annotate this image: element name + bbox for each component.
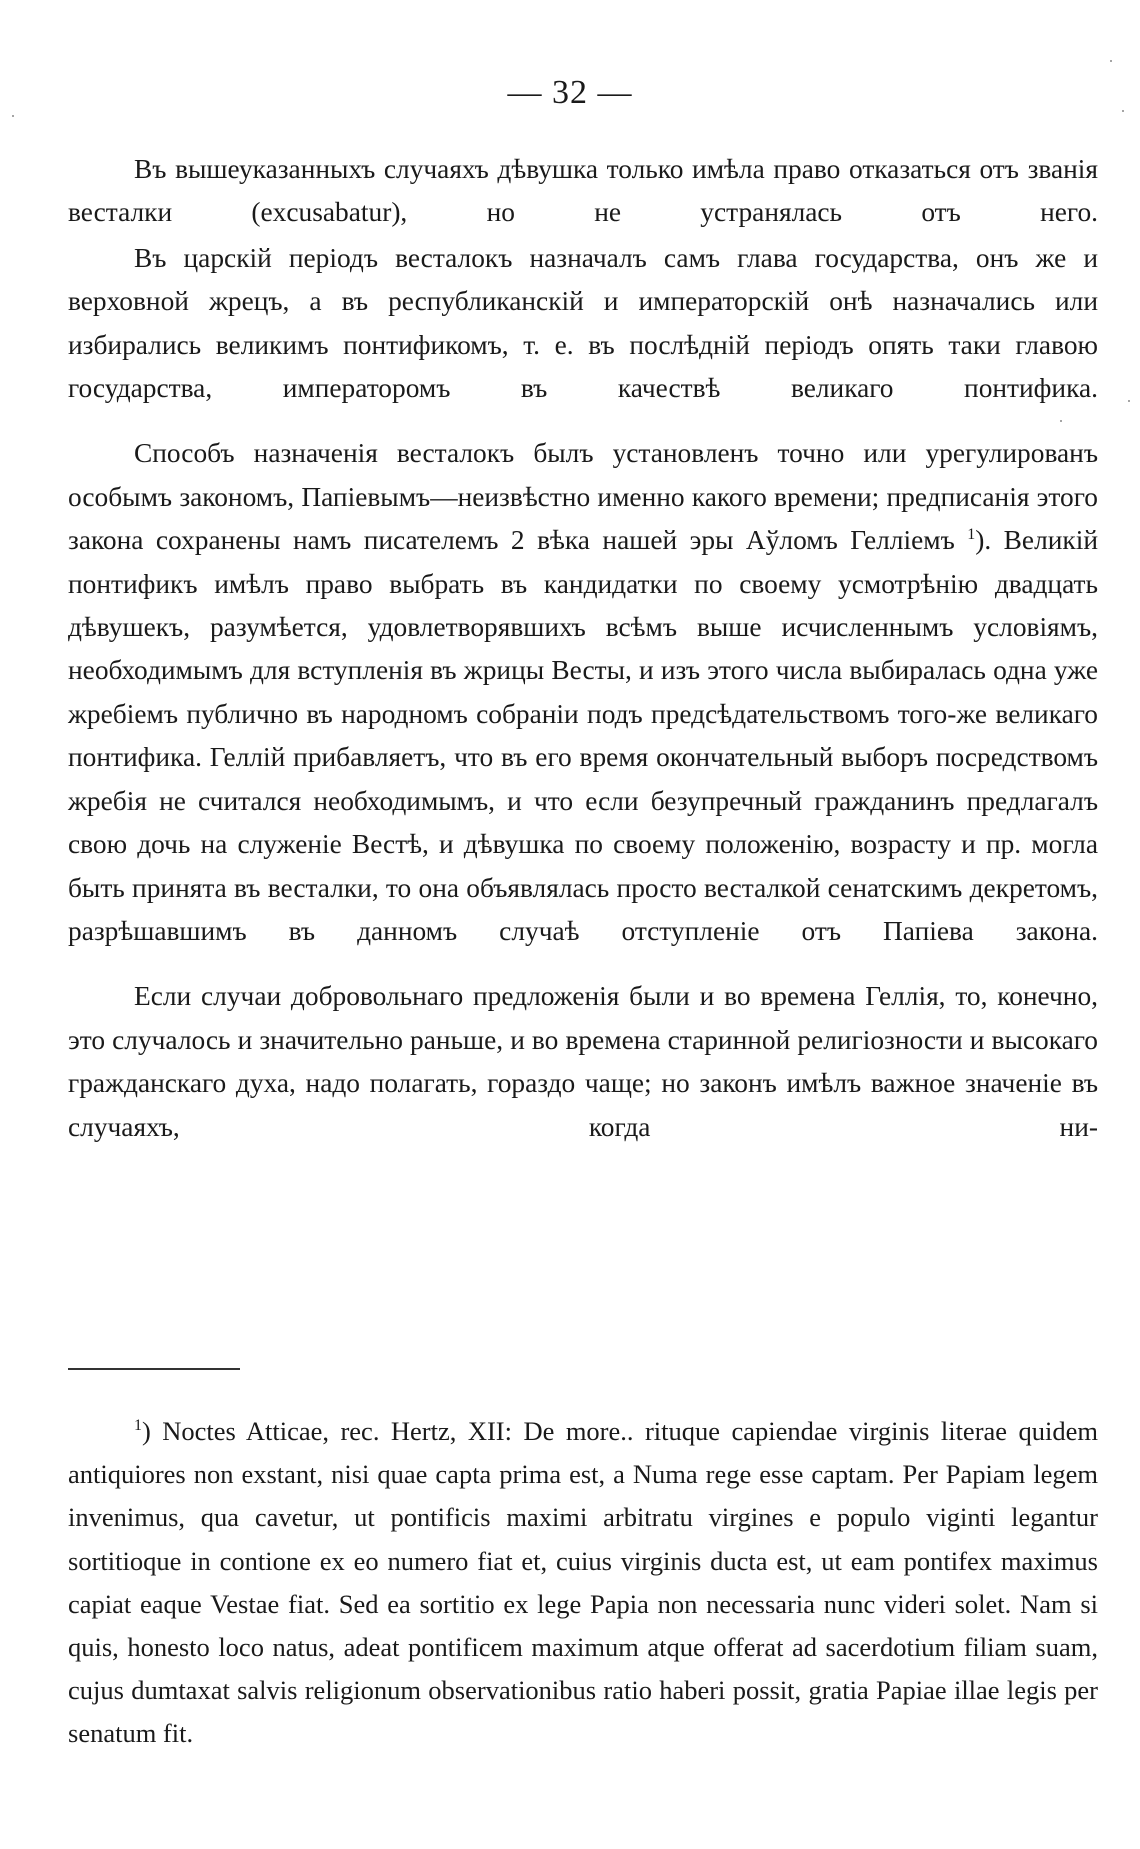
scan-speck <box>1122 110 1124 112</box>
footnote-reference[interactable]: 1 <box>967 526 976 544</box>
paragraph-3-text-b: ). Великій понтификъ имѣлъ право выбрать въ кандидатки по своему усмотрѣнію двадцать дѣвушекъ, разумѣется, удовлетворявшихъ всѣмъ выше исчисленнымъ условіямъ, необходимымъ для вступленія въ жрицы Весты, и изъ этого числа выбиралась одна уже жребіемъ публично въ народномъ собраніи подъ предсѣдательствомъ того-же великаго понтифика. Геллій прибавляетъ, что въ его время окончательный выборъ посредствомъ жребія не считался необходимымъ, и что если безупречный гражданинъ предлагалъ свою дочь на служеніе Вестѣ, и дѣвушка по своему положенію, возрасту и пр. могла быть принята въ весталки, то она объявлялась просто весталкой сенатскимъ декретомъ, разрѣшавшимъ въ данномъ случаѣ отступленіе отъ Папіева закона. <box>68 525 1098 946</box>
footnote-marker: 1 <box>134 1417 142 1435</box>
paragraph-4: Если случаи добровольнаго предложенія были и во времена Геллія, то, конечно, это случалось и значительно раньше, и во времена старинной религіозности и высокаго гражданскаго духа, надо полагать, гораздо чаще; но законъ имѣлъ важное значеніе въ случаяхъ, когда ни- <box>68 981 1098 1142</box>
footnote-text: ) Noctes Atticae, rec. Hertz, XII: De more.. rituque capiendae virginis literae quidem antiquiores non exstant, nisi quae capta prima est, a Numa rege esse captam. Per Papiam legem invenimus, qua cavetur, ut pontificis maximi arbitratu virgines e populo viginti legantur sortitioque in contione ex eo numero fiat et, cuius virginis ducta est, ut eam pontifex maximus capiat eaque Vestae fiat. Sed ea sortitio ex lege Papia non necessaria nunc videri solet. Nam si quis, honesto loco natus, adeat pontificem maximum atque offerat ad sacerdotium filiam suam, cujus dumtaxat salvis religionum observationibus ratio haberi possit, gratia Papiae illae legis per senatum fit. <box>68 1416 1098 1749</box>
footnote <box>68 1410 1098 1756</box>
paragraph-3-text-a: Способъ назначенія весталокъ былъ установленъ точно или урегулированъ особымъ закономъ, Папіевымъ—неизвѣстно именно какого времени; предписанія этого закона сохранены намъ писателемъ 2 вѣка нашей эры Аўломъ Гелліемъ <box>68 438 1098 556</box>
scan-speck <box>1060 420 1062 422</box>
paragraph-1: Въ вышеуказанныхъ случаяхъ дѣвушка только имѣла право отказаться отъ званія весталки (excusabatur), но не устранялась отъ него. <box>68 154 1098 228</box>
paragraph-2: Въ царскій періодъ весталокъ назначалъ самъ глава государства, онъ же и верховной жрецъ, а въ республиканскій и императорскій онѣ назначались или избирались великимъ понтификомъ, т. е. въ послѣдній періодъ опять таки главою государства, императоромъ въ качествѣ великаго понтифика. <box>68 242 1098 404</box>
paragraph-3 <box>68 432 1098 953</box>
scan-speck <box>1128 400 1130 402</box>
main-text <box>68 148 1098 1149</box>
footnote-divider <box>68 1368 240 1370</box>
scan-speck <box>12 115 14 117</box>
page-number: — 32 — <box>507 74 633 111</box>
scan-speck <box>1110 60 1112 62</box>
